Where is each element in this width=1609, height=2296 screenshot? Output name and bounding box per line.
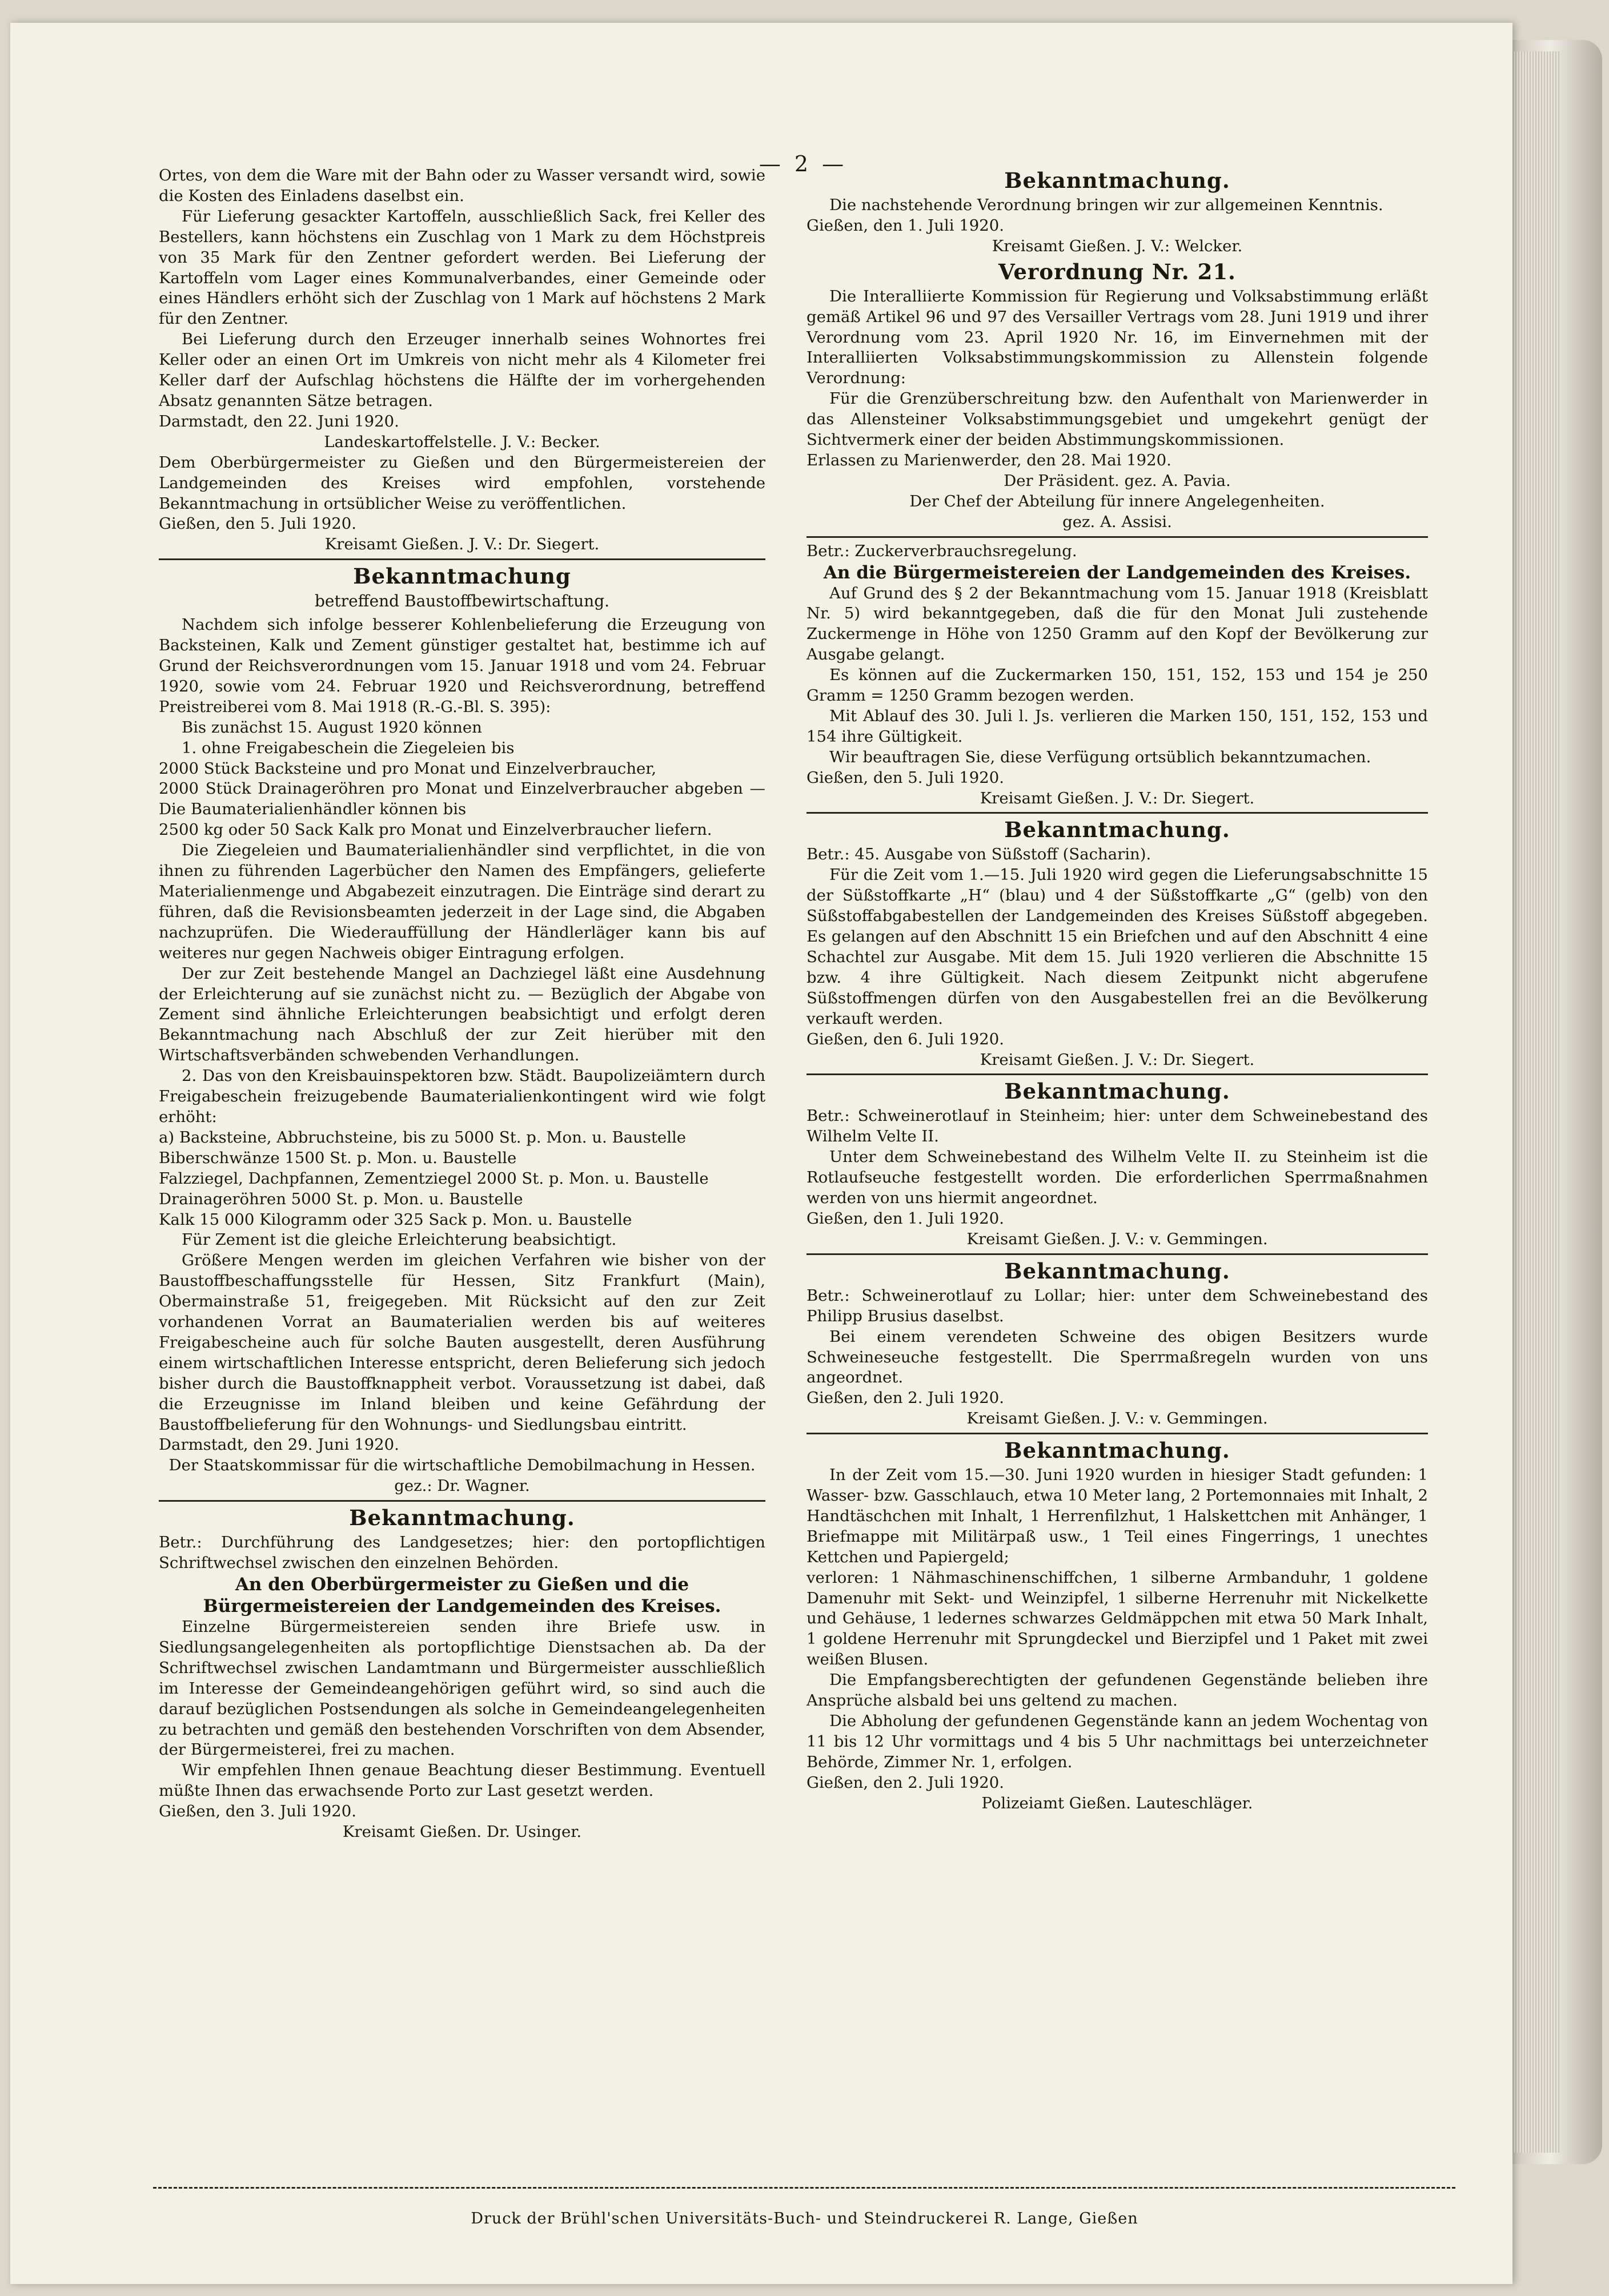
right-signature-line: Kreisamt Gießen. J. V.: v. Gemmingen. [966,1409,1268,1428]
left-signature-line: Darmstadt, den 22. Juni 1920. [159,412,399,431]
right-signature-line: Gießen, den 6. Juli 1920. [806,1030,1004,1048]
right-paragraph: Die nachstehende Verordnung bringen wir zur allgemeinen Kenntnis. [829,196,1383,214]
left-signature-line: Gießen, den 3. Juli 1920. [159,1802,356,1821]
left-paragraph: Für Lieferung gesackter Kartoffeln, ausschließlich Sack, frei Keller des Bestellers, kann höchstens ein Zuschlag von 1 Mark zu dem Höchstpreis von 35 Mark für den Zentner gefordert werden. Bei Lieferung der Kartoffeln vom Lager eines Kommunalverbandes, einer Gemeinde oder eines Händlers erhöht sich der Zuschlag von 1 Mark auf höchstens 2 Mark für den Zentner. [159,207,765,328]
right-paragraph: Für die Grenzüberschreitung bzw. den Aufenthalt von Marienwerder in das Allensteiner Volksabstimmungsgebiet und umgekehrt genügt der Sichtvermerk einer der beiden Abstimmungskommissionen. [806,389,1428,449]
right-signature-line: Gießen, den 1. Juli 1920. [806,216,1004,235]
right-paragraph: verloren: 1 Nähmaschinenschiffchen, 1 silberne Armbanduhr, 1 goldene Damenuhr mit Sekt- und Weinzipfel, 1 silberne Herrenuhr mit Nickelkette und Gehäuse, 1 ledernes schwarzes Geldmäppchen mit etwa 50 Mark Inhalt, 1 goldene Herrenuhr mit Sprungdeckel und Bierzipfel und 1 Paket mit zwei weißen Blusen. [806,1568,1428,1669]
right-paragraph: Es können auf die Zuckermarken 150, 151, 152, 153 und 154 je 250 Gramm = 1250 Gramm bezogen werden. [806,666,1428,705]
left-signature-line: Kreisamt Gießen. Dr. Usinger. [342,1823,582,1841]
right-separator-rule [806,1253,1428,1255]
right-signature-line: Polizeiamt Gießen. Lauteschläger. [981,1794,1253,1812]
right-signature-line: Der Präsident. gez. A. Pavia. [1004,471,1231,490]
right-notice-heading: Bekanntmachung. [1004,1438,1230,1463]
printer-imprint: Druck der Brühl'schen Universitäts-Buch- und Steindruckerei R. Lange, Gießen [471,2210,1138,2227]
right-paragraph: Betr.: 45. Ausgabe von Süßstoff (Sacharin). [806,845,1151,864]
right-paragraph: Die Interalliierte Kommission für Regierung und Volksabstimmung erläßt gemäß Artikel 96 und 97 des Versailler Vertrags vom 28. Juni 1919 und ihrer Verordnung vom 23. April 1920 Nr. 16, im Einvernehmen mit der Interalliierten Volksabstimmungskommission zu Allenstein folgende Verordnung: [806,287,1428,388]
right-paragraph: Betr.: Zuckerverbrauchsregelung. [806,541,1077,560]
right-paragraph: In der Zeit vom 15.—30. Juni 1920 wurden in hiesiger Stadt gefunden: 1 Wasser- bzw. Gasschlauch, etwa 10 Meter lang, 2 Portemonnaies mit Inhalt, 2 Handtäschchen mit Inhalt, 1 Herrenfilzhut, 1 Halskettchen mit Anhänger, 1 Briefmappe mit Militärpaß usw., 1 Teil eines Fingerrings, 1 unechtes Kettchen und Papiergeld; [806,1466,1428,1566]
left-paragraph: Bis zunächst 15. August 1920 können [182,718,482,737]
page-number: — 2 — [759,151,848,176]
right-column [806,166,1428,1814]
left-addressee-line: An den Oberbürgermeister zu Gießen und die Bürgermeistereien der Landgemeinden des Kreises. [203,1574,721,1617]
right-signature-line: Gießen, den 5. Juli 1920. [806,768,1004,787]
left-paragraph: Ortes, von dem die Ware mit der Bahn oder zu Wasser versandt wird, sowie die Kosten des Einladens daselbst ein. [159,166,765,205]
left-paragraph: Dem Oberbürgermeister zu Gießen und den Bürgermeistereien der Landgemeinden des Kreises wird empfohlen, vorstehende Bekanntmachung in ortsüblicher Weise zu veröffentlichen. [159,453,765,513]
left-separator-rule [159,1500,765,1502]
right-paragraph: Betr.: Schweinerotlauf in Steinheim; hier: unter dem Schweinebestand des Wilhelm Velte II. [806,1107,1428,1146]
right-addressee-line: An die Bürgermeistereien der Landgemeinden des Kreises. [823,562,1411,583]
left-column [159,166,765,1843]
left-paragraph: Die Ziegeleien und Baumaterialienhändler sind verpflichtet, in die von ihnen zu führenden Lagerbücher den Namen des Empfängers, gelieferte Materialienmenge und Abgabezeit einzutragen. Die Einträge sind derart zu führen, daß die Revisionsbeamten jederzeit in der Lage sind, die Abgaben nachzuprüfen. Die Wiederauffüllung der Händlerläger kann bis auf weiteres nur gegen Nachweis obiger Eintragung erfolgen. [159,841,765,962]
left-paragraph: Betr.: Durchführung des Landgesetzes; hier: den portopflichtigen Schriftwechsel zwischen den einzelnen Behörden. [159,1533,765,1573]
right-signature-line: Erlassen zu Marienwerder, den 28. Mai 1920. [806,451,1171,469]
right-paragraph: Mit Ablauf des 30. Juli l. Js. verlieren die Marken 150, 151, 152, 153 und 154 ihre Gültigkeit. [806,706,1428,746]
right-paragraph: Bei einem verendeten Schweine des obigen Besitzers wurde Schweineseuche festgestellt. Die Sperrmaßregeln wurden von uns angeordnet. [806,1327,1428,1387]
right-signature-line: Gießen, den 1. Juli 1920. [806,1209,1004,1228]
right-signature-line: Kreisamt Gießen. J. V.: Dr. Siegert. [980,789,1255,807]
left-paragraph: 1. ohne Freigabeschein die Ziegeleien bis 2000 Stück Backsteine und pro Monat und Einzelverbraucher, 2000 Stück Drainageröhren pro Monat und Einzelverbraucher abgeben — Die Baumaterialienhändler können bis 2500 kg oder 50 Sack Kalk pro Monat und Einzelverbraucher liefern. [159,738,765,839]
right-paragraph: Betr.: Schweinerotlauf zu Lollar; hier: unter dem Schweinebestand des Philipp Brusius daselbst. [806,1286,1428,1325]
right-notice-heading: Bekanntmachung. [1004,168,1230,193]
right-notice-heading: Bekanntmachung. [1004,1258,1230,1284]
right-notice-heading: Bekanntmachung. [1004,1079,1230,1104]
right-paragraph: Wir beauftragen Sie, diese Verfügung ortsüblich bekanntzumachen. [829,747,1371,766]
left-paragraph: Der zur Zeit bestehende Mangel an Dachziegel läßt eine Ausdehnung der Erleichterung auf sie zunächst nicht zu. — Bezüglich der Abgabe von Zement sind ähnliche Erleichterungen beabsichtigt und erfolgt deren Bekanntmachung nach Abschluß der zur Zeit hierüber mit den Wirtschaftsverbänden schwebenden Verhandlungen. [159,964,765,1065]
left-paragraph: Größere Mengen werden im gleichen Verfahren wie bisher von der Baustoffbeschaffungsstelle für Hessen, Sitz Frankfurt (Main), Obermainstraße 51, freigegeben. Mit Rücksicht auf den zur Zeit vorhandenen Vorrat an Baumaterialien werden bis auf weiteres Freigabescheine auch für solche Bauten ausgestellt, deren Ausführung einem wirtschaftlichen Interesse entspricht, deren Belieferung sich jedoch bisher durch die Baustoffknappheit verbot. Voraussetzung ist dabei, daß die Erzeugnisse im Inland bleiben und keine Gefährdung der Baustoffbelieferung für den Wohnungs- und Siedlungsbau eintritt. [159,1251,765,1434]
left-notice-subheading: betreffend Baustoffbewirtschaftung. [314,592,610,611]
right-signature-line: gez. A. Assisi. [1062,512,1172,531]
right-separator-rule [806,1433,1428,1434]
left-paragraph: Wir empfehlen Ihnen genaue Beachtung dieser Bestimmung. Eventuell müßte Ihnen das erwachsende Porto zur Last gesetzt werden. [159,1761,765,1800]
left-paragraph: Bei Lieferung durch den Erzeuger innerhalb seines Wohnortes frei Keller oder an einen Ort im Umkreis von nicht mehr als 4 Kilometer frei Keller darf der Aufschlag höchstens die Hälfte der im vorhergehenden Absatz genannten Sätze betragen. [159,330,765,410]
left-paragraph: Nachdem sich infolge besserer Kohlenbelieferung die Erzeugung von Backsteinen, Kalk und Zement günstiger gestaltet hat, bestimme ich auf Grund der Reichsverordnungen vom 15. Januar 1918 und vom 24. Februar 1920, sowie vom 24. Februar 1920 und Reichsverordnung, betreffend Preistreiberei vom 8. Mai 1918 (R.-G.-Bl. S. 395): [159,616,765,716]
left-paragraph: Für Zement ist die gleiche Erleichterung beabsichtigt. [182,1231,617,1249]
left-signature-line: Gießen, den 5. Juli 1920. [159,514,356,533]
left-paragraph: a) Backsteine, Abbruchsteine, bis zu 5000 St. p. Mon. u. Baustelle Biberschwänze 1500 St. p. Mon. u. Baustelle Falzziegel, Dachpfannen, Zementziegel 2000 St. p. Mon. u. Baustelle Drainageröhren 5000 St. p. Mon. u. Baustelle Kalk 15 000 Kilogramm oder 325 Sack p. Mon. u. Baustelle [159,1128,709,1229]
left-signature-line: Landeskartoffelstelle. J. V.: Becker. [324,432,600,451]
right-paragraph: Unter dem Schweinebestand des Wilhelm Velte II. zu Steinheim ist die Rotlaufseuche festgestellt worden. Die erforderlichen Sperrmaßnahmen werden von uns hiermit angeordnet. [806,1148,1428,1208]
right-signature-line: Gießen, den 2. Juli 1920. [806,1773,1004,1792]
left-paragraph: Einzelne Bürgermeistereien senden ihre Briefe usw. in Siedlungsangelegenheiten als portopflichtige Dienstsachen ab. Da der Schriftwechsel zwischen Landamtmann und Bürgermeister ausschließlich im Interesse der Gemeindeangehörigen geführt wird, so sind auch die darauf bezüglichen Postsendungen als solche in Gemeindeangelegenheiten zu betrachten und gemäß den bestehenden Vorschriften von dem Absender, der Bürgermeisterei, frei zu machen. [159,1618,765,1759]
right-signature-line: Kreisamt Gießen. J. V.: v. Gemmingen. [966,1229,1268,1248]
left-notice-heading: Bekanntmachung. [349,1505,575,1531]
left-notice-heading: Bekanntmachung [353,564,571,589]
left-separator-rule [159,558,765,560]
right-paragraph: Auf Grund des § 2 der Bekanntmachung vom 15. Januar 1918 (Kreisblatt Nr. 5) wird bekanntgegeben, daß die für den Monat Juli zustehende Zuckermenge in Höhe von 1250 Gramm auf den Kopf der Bevölkerung zur Ausgabe gelangt. [806,584,1428,664]
right-signature-line: Gießen, den 2. Juli 1920. [806,1389,1004,1408]
right-paragraph: Für die Zeit vom 1.—15. Juli 1920 wird gegen die Lieferungsabschnitte 15 der Süßstoffkarte „H“ (blau) und 4 der Süßstoffkarte „G“ (gelb) von den Süßstoffabgabestellen der Landgemeinden des Kreises Süßstoff abgegeben. Es gelangen auf den Abschnitt 15 ein Briefchen und auf den Abschnitt 4 eine Schachtel zur Ausgabe. Mit dem 15. Juli 1920 verlieren die Abschnitte 15 bzw. 4 ihre Gültigkeit. Nach diesem Zeitpunkt nicht abgerufene Süßstoffmengen dürfen von den Ausgabestellen frei an die Bevölkerung verkauft werden. [806,866,1428,1028]
bottom-rule [153,2187,1455,2189]
right-paragraph: Die Abholung der gefundenen Gegenstände kann an jedem Wochentag von 11 bis 12 Uhr vormittags und 4 bis 5 Uhr nachmittags bei unterzeichneter Behörde, Zimmer Nr. 1, erfolgen. [806,1712,1428,1771]
right-notice-heading: Bekanntmachung. [1004,817,1230,843]
right-paragraph: Die Empfangsberechtigten der gefundenen Gegenstände belieben ihre Ansprüche alsbald bei uns geltend zu machen. [806,1671,1428,1710]
right-separator-rule [806,812,1428,814]
left-signature-line: Darmstadt, den 29. Juni 1920. [159,1435,399,1454]
right-signature-line: Der Chef der Abteilung für innere Angelegenheiten. [909,492,1325,510]
right-signature-line: Kreisamt Gießen. J. V.: Dr. Siegert. [980,1050,1255,1069]
right-separator-rule [806,536,1428,538]
left-signature-line: Kreisamt Gießen. J. V.: Dr. Siegert. [324,535,600,554]
right-signature-line: Kreisamt Gießen. J. V.: Welcker. [992,236,1243,255]
left-paragraph: 2. Das von den Kreisbauinspektoren bzw. Städt. Baupolizeiämtern durch Freigabeschein freizugebende Baumaterialienkontingent wird wie folgt erhöht: [159,1067,765,1126]
left-signature-line: Der Staatskommissar für die wirtschaftliche Demobilmachung in Hessen. gez.: Dr. Wagner. [168,1456,756,1495]
right-separator-rule [806,1073,1428,1075]
right-notice-heading: Verordnung Nr. 21. [998,259,1236,284]
